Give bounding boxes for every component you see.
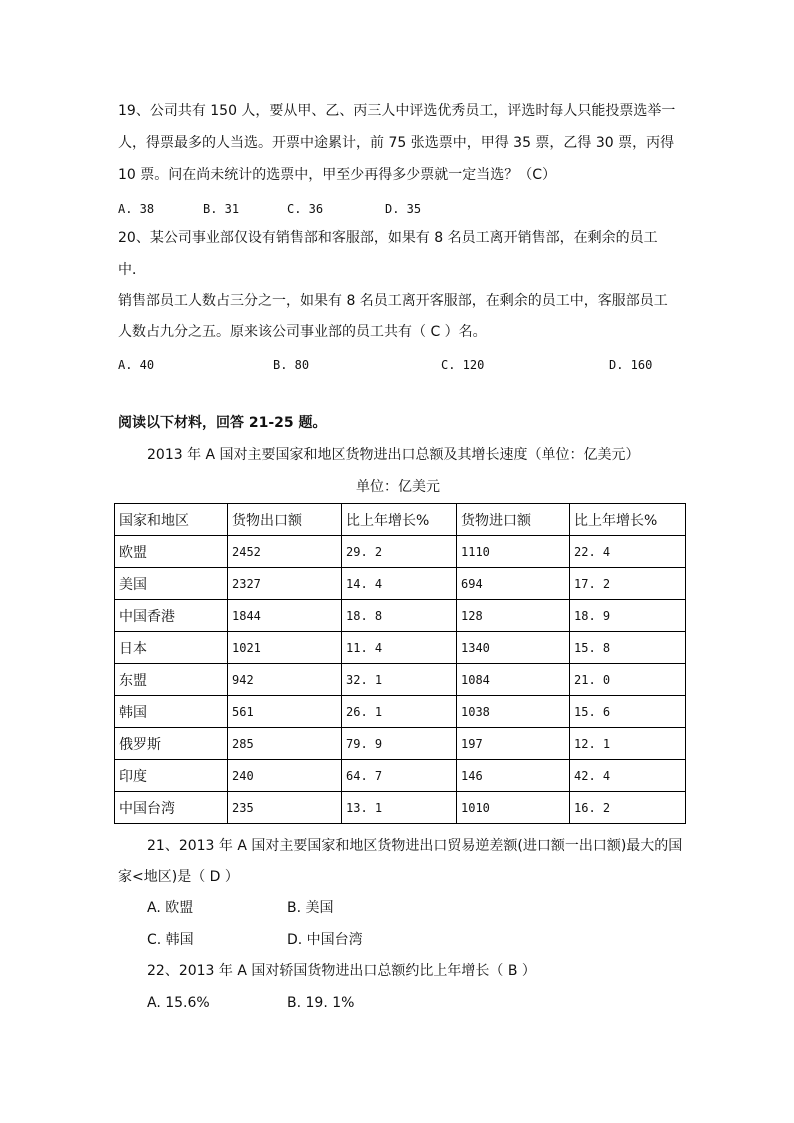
import-growth-cell: 16. 2 — [570, 792, 686, 824]
q20-line-3: 销售部员工人数占三分之一，如果有 8 名员工离开客服部，在剩余的员工中，客服部员工 — [118, 293, 668, 309]
q20-option-d: D. 160 — [609, 358, 653, 372]
q21-option-d: D. 中国台湾 — [287, 932, 363, 948]
q20-option-b: B. 80 — [273, 358, 310, 372]
import-cell: 1110 — [457, 536, 570, 568]
q22-option-b: B. 19. 1% — [287, 995, 355, 1011]
q19-option-a: A. 38 — [118, 202, 155, 216]
export-growth-cell: 13. 1 — [342, 792, 457, 824]
q19-line-3: 10 票。问在尚未统计的选票中，甲至少再得多少票就一定当选？（C） — [118, 167, 557, 183]
region-cell: 俄罗斯 — [115, 728, 228, 760]
export-cell: 1021 — [228, 632, 342, 664]
header-cell: 比上年增长% — [570, 504, 686, 536]
region-cell: 美国 — [115, 568, 228, 600]
export-cell: 942 — [228, 664, 342, 696]
region-cell: 韩国 — [115, 696, 228, 728]
header-cell: 货物出口额 — [228, 504, 342, 536]
import-growth-cell: 12. 1 — [570, 728, 686, 760]
table-row — [115, 536, 686, 568]
table-caption: 2013 年 A 国对主要国家和地区货物进出口总额及其增长速度（单位：亿美元） — [147, 447, 640, 463]
table-row — [115, 760, 686, 792]
q21-line-1: 21、2013 年 A 国对主要国家和地区货物进出口贸易逆差额(进口额一出口额)最大的国 — [147, 838, 683, 854]
export-cell: 2327 — [228, 568, 342, 600]
q20-option-c: C. 120 — [441, 358, 485, 372]
export-growth-cell: 64. 7 — [342, 760, 457, 792]
import-cell: 128 — [457, 600, 570, 632]
q20-line-2: 中． — [118, 262, 146, 278]
import-growth-cell: 22. 4 — [570, 536, 686, 568]
header-cell: 比上年增长% — [342, 504, 457, 536]
export-growth-cell: 11. 4 — [342, 632, 457, 664]
region-cell: 中国台湾 — [115, 792, 228, 824]
table-row — [115, 792, 686, 824]
q21-option-c: C. 韩国 — [147, 932, 194, 948]
export-growth-cell: 32. 1 — [342, 664, 457, 696]
import-cell: 694 — [457, 568, 570, 600]
table-unit: 单位：亿美元 — [356, 479, 440, 495]
import-cell: 1340 — [457, 632, 570, 664]
q21-line-2: 家<地区)是（ D ） — [118, 869, 239, 885]
import-growth-cell: 15. 6 — [570, 696, 686, 728]
import-cell: 197 — [457, 728, 570, 760]
table-row — [115, 664, 686, 696]
trade-table — [114, 503, 686, 824]
export-growth-cell: 29. 2 — [342, 536, 457, 568]
table-row — [115, 696, 686, 728]
export-growth-cell: 26. 1 — [342, 696, 457, 728]
section-heading: 阅读以下材料，回答 21-25 题。 — [118, 415, 327, 431]
q21-option-b: B. 美国 — [287, 900, 334, 916]
import-growth-cell: 15. 8 — [570, 632, 686, 664]
q22-line-1: 22、2013 年 A 国对轿国货物进出口总额约比上年增长（ B ） — [147, 963, 536, 979]
header-cell: 货物进口额 — [457, 504, 570, 536]
region-cell: 印度 — [115, 760, 228, 792]
q19-option-b: B. 31 — [203, 202, 240, 216]
region-cell: 欧盟 — [115, 536, 228, 568]
export-cell: 2452 — [228, 536, 342, 568]
region-cell: 日本 — [115, 632, 228, 664]
export-cell: 561 — [228, 696, 342, 728]
region-cell: 东盟 — [115, 664, 228, 696]
region-cell: 中国香港 — [115, 600, 228, 632]
q20-option-a: A. 40 — [118, 358, 155, 372]
import-cell: 1010 — [457, 792, 570, 824]
import-cell: 1084 — [457, 664, 570, 696]
header-cell: 国家和地区 — [115, 504, 228, 536]
export-cell: 240 — [228, 760, 342, 792]
q19-option-d: D. 35 — [385, 202, 422, 216]
q19-line-2: 人，得票最多的人当选。开票中途累计，前 75 张选票中，甲得 35 票，乙得 30 票，丙得 — [118, 135, 675, 151]
export-growth-cell: 79. 9 — [342, 728, 457, 760]
import-growth-cell: 18. 9 — [570, 600, 686, 632]
export-growth-cell: 18. 8 — [342, 600, 457, 632]
import-cell: 1038 — [457, 696, 570, 728]
table-row — [115, 600, 686, 632]
import-growth-cell: 21. 0 — [570, 664, 686, 696]
export-cell: 285 — [228, 728, 342, 760]
import-growth-cell: 17. 2 — [570, 568, 686, 600]
table-header-row — [115, 504, 686, 536]
q20-line-4: 人数占九分之五。原来该公司事业部的员工共有（ C ）名。 — [118, 324, 487, 340]
q20-line-1: 20、某公司事业部仅设有销售部和客服部，如果有 8 名员工离开销售部，在剩余的员工 — [118, 230, 658, 246]
q21-option-a: A. 欧盟 — [147, 900, 194, 916]
q22-option-a: A. 15.6% — [147, 995, 210, 1011]
export-cell: 235 — [228, 792, 342, 824]
table-row — [115, 728, 686, 760]
export-cell: 1844 — [228, 600, 342, 632]
import-cell: 146 — [457, 760, 570, 792]
import-growth-cell: 42. 4 — [570, 760, 686, 792]
table-row — [115, 568, 686, 600]
table-row — [115, 632, 686, 664]
q19-line-1: 19、公司共有 150 人，要从甲、乙、丙三人中评选优秀员工，评选时每人只能投票选举一 — [118, 103, 676, 119]
export-growth-cell: 14. 4 — [342, 568, 457, 600]
q19-option-c: C. 36 — [287, 202, 324, 216]
